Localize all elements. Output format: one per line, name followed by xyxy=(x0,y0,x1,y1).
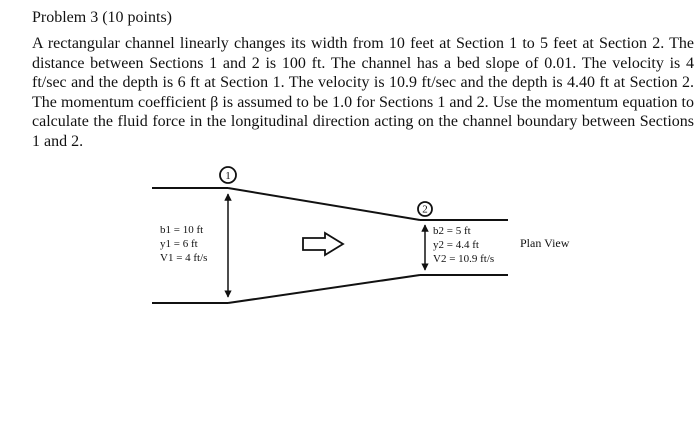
problem-statement: A rectangular channel linearly changes its width from 10 feet at Section 1 to 5 feet at Section 2. The distance between Sections 1 and 2 is 100 ft. The channel has a bed slope of 0.01. The velocity is 4 ft/sec and the depth is 6 ft at Section 1. The velocity is 10.9 ft/sec and the depth is 4.40 ft at Section 2. The momentum coefficient β is assumed to be 1.0 for Sections 1 and 2. Use the momentum equation to calculate the fluid force in the longitudinal direction acting on the channel boundary between Sections 1 and 2. xyxy=(32,35,694,150)
section2-depth-label: y2 = 4.4 ft xyxy=(433,239,479,251)
section2-marker-label: 2 xyxy=(422,203,428,216)
flow-direction-arrow-icon xyxy=(303,233,343,255)
section1-width-label: b1 = 10 ft xyxy=(160,224,204,236)
section1-marker-label: 1 xyxy=(225,170,231,182)
problem-title: Problem 3 (10 points) xyxy=(32,9,172,26)
section1-velocity-label: V1 = 4 ft/s xyxy=(160,252,208,264)
section1-depth-label: y1 = 6 ft xyxy=(160,238,198,250)
section2-width-label: b2 = 5 ft xyxy=(433,225,471,237)
channel-wall-bottom-taper xyxy=(228,275,420,303)
section2-velocity-label: V2 = 10.9 ft/s xyxy=(433,253,495,265)
channel-wall-top-taper xyxy=(228,188,420,220)
plan-view-label: Plan View xyxy=(520,236,570,250)
